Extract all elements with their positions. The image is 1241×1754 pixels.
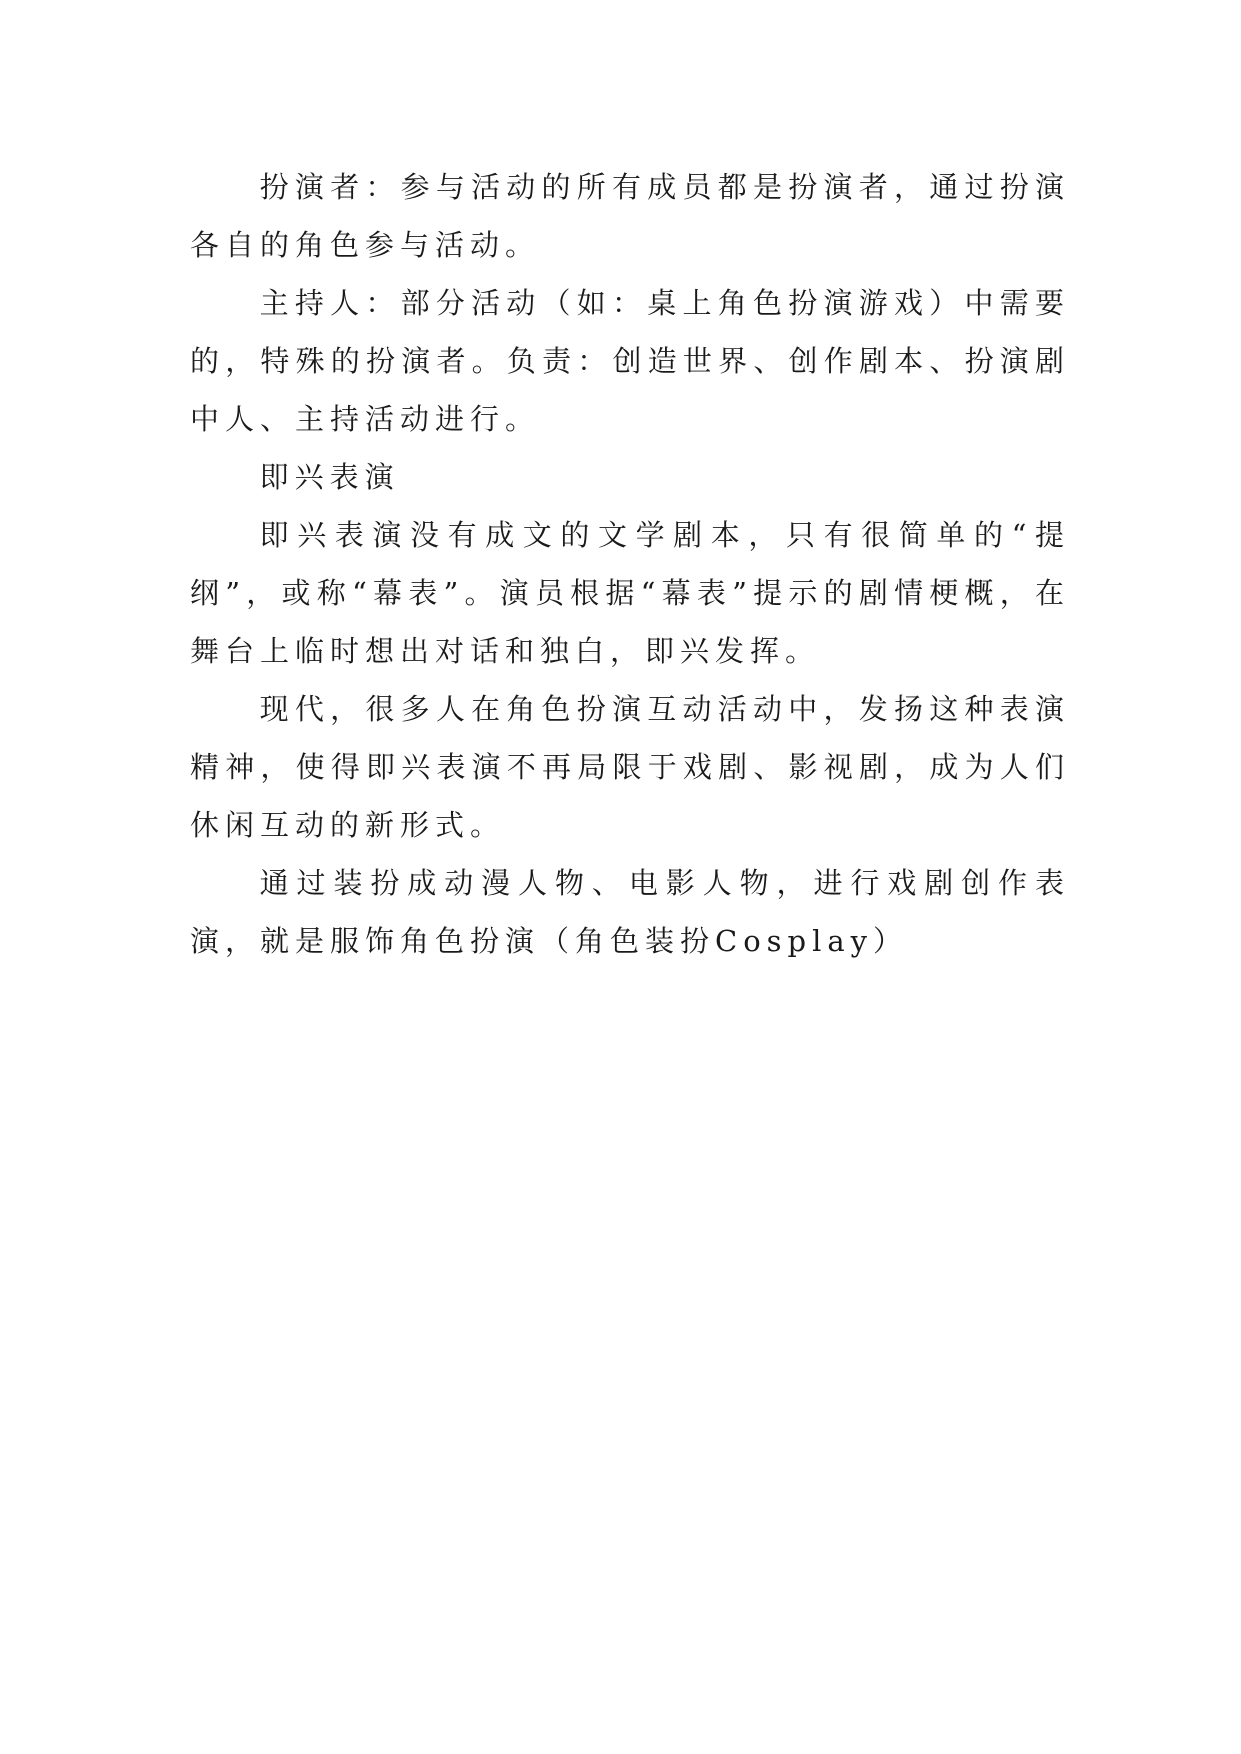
- paragraph-host: 主持人：部分活动（如：桌上角色扮演游戏）中需要的，特殊的扮演者。负责：创造世界、创作剧本、扮演剧中人、主持活动进行。: [190, 286, 1070, 436]
- paragraph-cosplay: 通过装扮成动漫人物、电影人物，进行戏剧创作表演，就是服饰角色扮演（角色装扮Cosplay）: [190, 866, 1070, 958]
- paragraph-modern-improv: 现代，很多人在角色扮演互动活动中，发扬这种表演精神，使得即兴表演不再局限于戏剧、影视剧，成为人们休闲互动的新形式。: [190, 692, 1070, 842]
- paragraph-improv-definition: 即兴表演没有成文的文学剧本，只有很简单的“提纲”，或称“幕表”。演员根据“幕表”提示的剧情梗概，在舞台上临时想出对话和独白，即兴发挥。: [190, 518, 1070, 668]
- paragraph-performer: 扮演者：参与活动的所有成员都是扮演者，通过扮演各自的角色参与活动。: [190, 170, 1070, 262]
- document-body: [190, 158, 1070, 970]
- paragraph-heading-improv: 即兴表演: [259, 460, 400, 494]
